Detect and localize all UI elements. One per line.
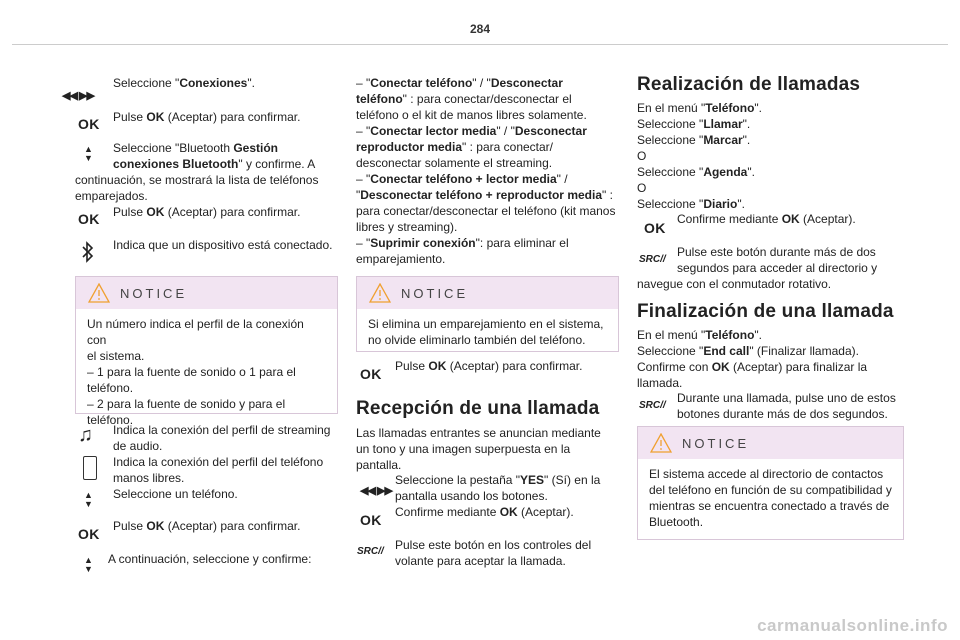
heading-make-call: Realización de llamadas (637, 74, 861, 95)
footer-watermark: carmanualsonline.info (757, 616, 948, 635)
up-down-arrows-icon: ▲ ▼ (84, 555, 93, 574)
step-then-select: A continuación, seleccione y confirme: (108, 552, 312, 566)
page-number: 284 (469, 22, 491, 36)
step-bluetooth-line3: continuación, se mostrará la lista de teléfonos (75, 173, 319, 187)
receive-intro: Las llamadas entrantes se anuncian mediante un tono y una imagen superpuesta en la pantalla. (356, 426, 601, 472)
notice-header (357, 277, 618, 309)
make-call-steps: En el menú "Teléfono". Seleccione "Llamar". Seleccione "Marcar". O Seleccione "Agenda". O Seleccione "Diario". (637, 101, 762, 211)
step-select-connections: Seleccione "Conexiones". (113, 76, 255, 90)
step-press-ok-2: Pulse OK (Aceptar) para confirmar. (113, 205, 301, 219)
options-list: – "Conectar teléfono" / "Desconectar teléfono" : para conectar/desconectar el teléfono o el kit de manos libres solamente. – "Conectar lector media" / "Desconectar reproductor media" : para conectar/ desconectar solamente el streaming. – "Conectar teléfono + lector media" / "Desconectar teléfono + reproductor media" : para conectar/desconectar el teléfono (kit manos libres y streaming). – "Suprimir conexión": para eliminar el emparejamiento. (356, 76, 616, 266)
notice-box-1 (75, 276, 338, 427)
step-press-ok-4: Pulse OK (Aceptar) para confirmar. (395, 359, 583, 373)
step-confirm-ok-2: Confirme mediante OK (Aceptar). (677, 212, 856, 226)
notice-box-2 (356, 276, 619, 352)
bluetooth-icon (80, 240, 96, 264)
warning-triangle-icon (650, 433, 672, 453)
warning-triangle-icon (369, 283, 391, 303)
notice-header (638, 427, 903, 459)
phone-icon (83, 456, 97, 480)
step-bluetooth-line2: conexiones Bluetooth" y confirme. A (113, 157, 316, 171)
notice-line: teléfono. (87, 381, 134, 395)
notice-label: NOTICE (401, 286, 469, 301)
step-steering-button: Pulse este botón en los controles del volante para aceptar la llamada. (395, 538, 592, 568)
step-confirm-ok: Confirme mediante OK (Aceptar). (395, 505, 574, 519)
src-button-icon: SRC / / (639, 400, 666, 411)
heading-end-call: Finalización de una llamada (637, 301, 894, 322)
notice-label: NOTICE (120, 286, 188, 301)
step-bluetooth-line4: emparejados. (75, 189, 148, 203)
src-button-icon: SRC / / (357, 546, 384, 557)
heading-receive-call: Recepción de una llamada (356, 398, 600, 419)
music-note-icon: ♫ (78, 424, 93, 446)
notice-body (357, 309, 618, 357)
notice-line: del teléfono en función de su compatibilidad y (649, 483, 892, 497)
step-select-phone: Seleccione un teléfono. (113, 487, 238, 501)
ok-icon: OK (360, 512, 382, 528)
notice-line: teléfono. (87, 413, 134, 427)
notice-line: Si elimina un emparejamiento en el sistema, (368, 317, 604, 331)
notice-line: – 1 para la fuente de sonido o 1 para el (87, 365, 296, 379)
end-call-steps: En el menú "Teléfono". Seleccione "End call" (Finalizar llamada). Confirme con OK (Aceptar) para finalizar la llamada. (637, 328, 868, 390)
ok-icon: OK (644, 220, 666, 236)
ok-icon: OK (78, 526, 100, 542)
warning-triangle-icon (88, 283, 110, 303)
notice-line: el sistema. (87, 349, 145, 363)
notice-label: NOTICE (682, 436, 750, 451)
step-directory-1: Pulse este botón durante más de dos segundos para acceder al directorio y (677, 245, 878, 275)
up-down-arrows-icon: ▲ ▼ (84, 490, 93, 509)
notice-line: – 2 para la fuente de sonido y para el (87, 397, 286, 411)
step-phone-profile: Indica la conexión del perfil del teléfono manos libres. (113, 455, 324, 485)
step-device-connected: Indica que un dispositivo está conectado. (113, 238, 333, 252)
left-right-arrows-icon: ◀◀ ▶▶ (360, 484, 392, 497)
notice-line: Bluetooth. (649, 515, 704, 529)
ok-icon: OK (360, 366, 382, 382)
notice-body (76, 309, 337, 437)
notice-line: no olvide eliminarlo también del teléfono. (368, 333, 586, 347)
notice-line: mientras se encuentra conectado a través de (649, 499, 890, 513)
left-right-arrows-icon: ◀◀ ▶▶ (62, 89, 94, 102)
src-button-icon: SRC / / (639, 254, 666, 265)
up-down-arrows-icon: ▲ ▼ (84, 144, 93, 163)
header-divider (12, 44, 948, 45)
step-streaming-profile: Indica la conexión del perfil de streaming de audio. (113, 423, 331, 453)
step-end-call-buttons: Durante una llamada, pulse uno de estos botones durante más de dos segundos. (677, 391, 896, 421)
step-press-ok-3: Pulse OK (Aceptar) para confirmar. (113, 519, 301, 533)
notice-line: El sistema accede al directorio de contactos (649, 467, 884, 481)
step-press-ok-1: Pulse OK (Aceptar) para confirmar. (113, 110, 301, 124)
step-select-yes: Seleccione la pestaña "YES" (Sí) en la pantalla usando los botones. (395, 473, 601, 503)
step-bluetooth-line1: Seleccione "Bluetooth Gestión (113, 141, 279, 155)
notice-box-3 (637, 426, 904, 540)
notice-line: Un número indica el perfil de la conexión con (87, 317, 304, 347)
ok-icon: OK (78, 116, 100, 132)
notice-body (638, 459, 903, 539)
notice-header (76, 277, 337, 309)
step-directory-2: navegue con el conmutador rotativo. (637, 277, 832, 291)
ok-icon: OK (78, 211, 100, 227)
